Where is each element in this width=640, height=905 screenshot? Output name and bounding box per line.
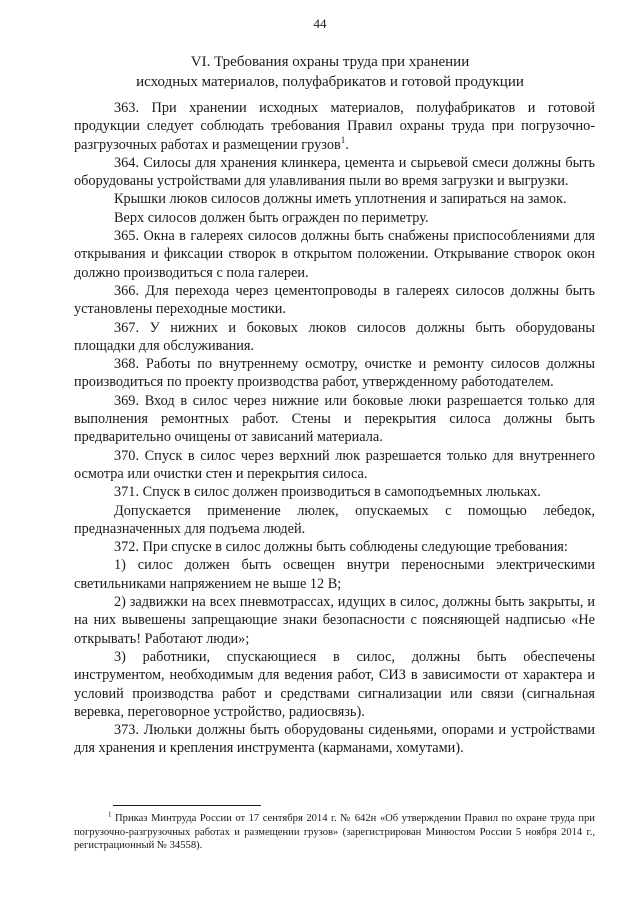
document-body bbox=[74, 99, 595, 758]
paragraph-winch-cradles: Допускается применение люлек, опускаемых с помощью лебедок, предназначенных для подъема людей. bbox=[74, 502, 595, 537]
page-number: 44 bbox=[313, 16, 327, 31]
section-title-line-2: исходных материалов, полуфабрикатов и готовой продукции bbox=[136, 74, 524, 90]
paragraph-371: 371. Спуск в силос должен производиться в самоподъемных люльках. bbox=[114, 484, 541, 501]
paragraph-367: 367. У нижних и боковых люков силосов должны быть оборудованы площадки для обслуживания. bbox=[74, 319, 595, 354]
footnote-reference: 1 bbox=[340, 134, 346, 145]
footnote-separator bbox=[113, 805, 261, 806]
footnote-text: Приказ Минтруда России от 17 сентября 2014 г. № 642н «Об утверждении Правил по охране труда при погрузочно-разгрузочных работах и размещении грузов» (зарегистрирован Минюстом России 5 ноября 2014 г., регистрационный № 34558). bbox=[74, 813, 595, 852]
list-item-2: 2) задвижки на всех пневмотрассах, идущих в силос, должны быть закрыты, и на них вывешены запрещающие знаки безопасности с поясняющей надписью «Не открывать! Работают люди»; bbox=[74, 594, 595, 647]
section-title-line-1: VI. Требования охраны труда при хранении bbox=[190, 54, 470, 70]
paragraph-hatch-covers: Крышки люков силосов должны иметь уплотнения и запираться на замок. bbox=[114, 191, 567, 208]
paragraph-text: 363. При хранении исходных материалов, полуфабрикатов и готовой продукции следует соблюдать требования Правил охраны труда при погрузочно-разгрузочных работах и размещении грузов bbox=[74, 100, 595, 153]
paragraph-370: 370. Спуск в силос через верхний люк разрешается только для внутреннего осмотра или очистки стен и перекрытия силоса. bbox=[74, 447, 595, 482]
footnote-marker: 1 bbox=[108, 810, 112, 819]
paragraph-363 bbox=[74, 99, 595, 154]
paragraph-text-end: . bbox=[345, 136, 349, 153]
footnote bbox=[74, 812, 595, 853]
paragraph-369: 369. Вход в силос через нижние или боковые люки разрешается только для выполнения ремонтных работ. Стены и перекрытия силоса должны быть предварительно очищены от зависаний материала. bbox=[74, 392, 595, 446]
list-item-3: 3) работники, спускающиеся в силос, должны быть обеспечены инструментом, необходимым для ведения работ, СИЗ в зависимости от характера и условий производства работ и средствами сигнализации или связи (сигнальная веревка, переговорное устройство, радиосвязь). bbox=[74, 648, 595, 720]
paragraph-366: 366. Для перехода через цементопроводы в галереях силосов должны быть установлены переходные мостики. bbox=[74, 282, 595, 318]
paragraph-364: 364. Силосы для хранения клинкера, цемента и сырьевой смеси должны быть оборудованы устройствами для улавливания пыли во время загрузки и выгрузки. bbox=[74, 154, 595, 190]
paragraph-372: 372. При спуске в силос должны быть соблюдены следующие требования: bbox=[114, 539, 568, 556]
paragraph-365: 365. Окна в галереях силосов должны быть снабжены приспособлениями для открывания и фиксации створок в открытом положении. Открывание створок окон должно производиться с пола галереи. bbox=[74, 228, 595, 281]
paragraph-373: 373. Люльки должны быть оборудованы сиденьями, опорами и устройствами для хранения и крепления инструмента (карманами, хомутами). bbox=[74, 722, 595, 757]
paragraph-368: 368. Работы по внутреннему осмотру, очистке и ремонту силосов должны производиться по проекту производства работ, утвержденному работодателем. bbox=[74, 356, 595, 391]
list-item-1: 1) силос должен быть освещен внутри переносными электрическими светильниками напряжением не выше 12 В; bbox=[74, 557, 595, 592]
paragraph-silo-top: Верх силосов должен быть огражден по периметру. bbox=[114, 209, 429, 226]
section-heading bbox=[70, 52, 590, 92]
